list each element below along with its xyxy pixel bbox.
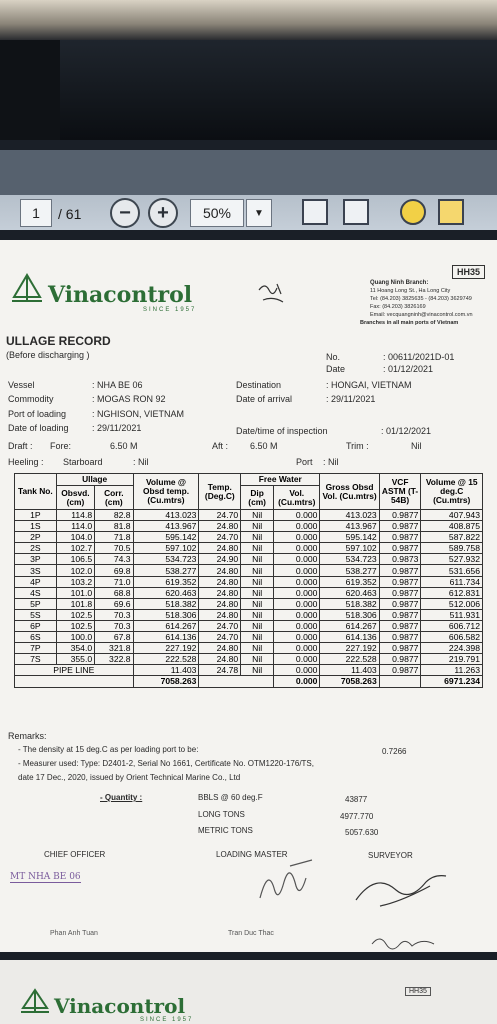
col-corr: Corr. (cm) xyxy=(95,486,133,510)
zoom-in-button[interactable] xyxy=(148,198,178,228)
long-tons-value: 4977.770 xyxy=(340,812,374,821)
loading-master-label: LOADING MASTER xyxy=(216,850,288,859)
vinacontrol-logo-icon-next xyxy=(20,988,50,1014)
table-cell: 24.80 xyxy=(199,598,241,609)
table-cell: 68.8 xyxy=(95,587,133,598)
zoom-out-button[interactable] xyxy=(110,198,140,228)
table-cell: 614.267 xyxy=(320,620,379,631)
table-row xyxy=(15,598,483,609)
table-cell: 0.000 xyxy=(274,554,320,565)
table-cell: 24.70 xyxy=(199,620,241,631)
chief-officer-label: CHIEF OFFICER xyxy=(44,850,106,859)
table-row xyxy=(15,654,483,665)
table-cell: 0.9877 xyxy=(379,598,421,609)
table-cell: 612.831 xyxy=(421,587,483,598)
table-cell: 0.9877 xyxy=(379,632,421,643)
doc-code: HH35 xyxy=(452,265,485,279)
table-cell: 0.9877 xyxy=(379,521,421,532)
table-cell: 512.006 xyxy=(421,598,483,609)
date-value: : 01/12/2021 xyxy=(383,364,434,374)
table-cell: 69.8 xyxy=(95,565,133,576)
date-label: Date xyxy=(326,364,346,374)
long-tons-label: LONG TONS xyxy=(198,810,245,819)
table-cell: 6S xyxy=(15,632,57,643)
table-cell: 70.3 xyxy=(95,620,133,631)
table-row xyxy=(15,632,483,643)
table-cell: Nil xyxy=(241,620,274,631)
table-cell: 24.80 xyxy=(199,521,241,532)
aft-value: 6.50 M xyxy=(250,441,278,451)
record-subtitle: (Before discharging ) xyxy=(6,350,90,360)
table-cell: 534.723 xyxy=(320,554,379,565)
table-cell: 227.192 xyxy=(133,643,199,654)
arrival-value: : 29/11/2021 xyxy=(326,394,376,404)
table-cell: 24.80 xyxy=(199,565,241,576)
vessel-label: Vessel xyxy=(8,380,35,390)
ship-stamp: MT NHA BE 06 xyxy=(10,872,81,882)
col-volume-obsd: Volume @ Obsd temp. (Cu.mtrs) xyxy=(133,474,199,510)
company-name: Vinacontrol xyxy=(48,282,193,308)
table-cell: PIPE LINE xyxy=(15,665,134,676)
table-cell: 413.023 xyxy=(320,510,379,521)
table-cell: Nil xyxy=(241,532,274,543)
table-cell: 103.2 xyxy=(56,576,94,587)
page-total: / 61 xyxy=(58,206,82,222)
table-cell: 5P xyxy=(15,598,57,609)
port-side-value: : Nil xyxy=(323,457,339,467)
table-cell: 606.712 xyxy=(421,620,483,631)
table-cell: 11.263 xyxy=(421,665,483,676)
table-cell: 0.000 xyxy=(274,676,320,687)
table-cell: 0.000 xyxy=(274,654,320,665)
table-cell: 0.000 xyxy=(274,510,320,521)
loading-master-name: Tran Duc Thac xyxy=(228,930,274,937)
aft-label: Aft : xyxy=(212,441,229,451)
table-cell: Nil xyxy=(241,554,274,565)
table-cell: 619.352 xyxy=(133,576,199,587)
table-cell: 114.8 xyxy=(56,510,94,521)
table-cell: 614.136 xyxy=(320,632,379,643)
col-free-water: Free Water xyxy=(241,474,320,486)
table-cell: 0.9877 xyxy=(379,643,421,654)
chief-officer-name: Phan Anh Tuan xyxy=(50,930,98,937)
table-cell: Nil xyxy=(241,643,274,654)
table-cell: Nil xyxy=(241,609,274,620)
table-cell: Nil xyxy=(241,654,274,665)
table-cell: 534.723 xyxy=(133,554,199,565)
table-cell: 606.582 xyxy=(421,632,483,643)
zoom-dropdown-button[interactable] xyxy=(246,199,272,227)
table-cell: 355.0 xyxy=(56,654,94,665)
table-cell: 7P xyxy=(15,643,57,654)
col-vol: Vol. (Cu.mtrs) xyxy=(274,486,320,510)
table-cell: 587.822 xyxy=(421,532,483,543)
table-cell: 70.3 xyxy=(95,609,133,620)
remarks-density-value: 0.7266 xyxy=(382,747,407,756)
table-cell: 11.403 xyxy=(133,665,199,676)
since-label-next: SINCE 1957 xyxy=(140,1017,194,1023)
fore-label: Fore: xyxy=(50,441,72,451)
table-cell: 222.528 xyxy=(133,654,199,665)
heeling-value: : Nil xyxy=(133,457,149,467)
table-cell: 0.000 xyxy=(274,576,320,587)
table-cell: 527.932 xyxy=(421,554,483,565)
table-cell: 0.000 xyxy=(274,543,320,554)
port-loading-label: Port of loading xyxy=(8,409,67,419)
bbls-label: BBLS @ 60 deg.F xyxy=(198,793,263,802)
table-cell: Nil xyxy=(241,598,274,609)
date-loading-value: : 29/11/2021 xyxy=(92,423,142,433)
table-cell: 102.5 xyxy=(56,609,94,620)
table-cell: 408.875 xyxy=(421,521,483,532)
table-cell: 595.142 xyxy=(320,532,379,543)
table-row xyxy=(15,587,483,598)
no-value: : 00611/2021D-01 xyxy=(383,352,455,362)
commodity-label: Commodity xyxy=(8,394,54,404)
table-cell: 0.000 xyxy=(274,620,320,631)
company-name-next: Vinacontrol xyxy=(54,994,186,1018)
table-cell: 0.9877 xyxy=(379,565,421,576)
table-cell: 0.000 xyxy=(274,565,320,576)
table-cell: 511.931 xyxy=(421,609,483,620)
table-cell: 82.8 xyxy=(95,510,133,521)
col-obsvd: Obsvd. (cm) xyxy=(56,486,94,510)
col-volume15: Volume @ 15 deg.C (Cu.mtrs) xyxy=(421,474,483,510)
col-ullage: Ullage xyxy=(56,474,133,486)
table-cell: 104.0 xyxy=(56,532,94,543)
remarks-date-line: date 17 Dec., 2020, issued by Orient Technical Marine Co., Ltd xyxy=(18,773,241,782)
table-cell: Nil xyxy=(241,521,274,532)
totals-row xyxy=(15,676,483,687)
arrival-label: Date of arrival xyxy=(236,394,293,404)
table-cell: 24.80 xyxy=(199,643,241,654)
table-cell: 24.80 xyxy=(199,543,241,554)
table-cell: 538.277 xyxy=(133,565,199,576)
doc-code-next: HH35 xyxy=(405,987,431,996)
table-cell: 24.80 xyxy=(199,576,241,587)
table-cell: 222.528 xyxy=(320,654,379,665)
table-cell: 81.8 xyxy=(95,521,133,532)
table-cell: 0.000 xyxy=(274,532,320,543)
heeling-side: Starboard xyxy=(63,457,103,467)
table-row xyxy=(15,543,483,554)
remarks-density-line: - The density at 15 deg.C as per loading port to be: xyxy=(18,745,199,754)
page-number-input[interactable]: 1 xyxy=(20,199,52,227)
table-cell: 71.0 xyxy=(95,576,133,587)
table-cell: 67.8 xyxy=(95,632,133,643)
table-cell: 114.0 xyxy=(56,521,94,532)
table-cell: 69.6 xyxy=(95,598,133,609)
date-loading-label: Date of loading xyxy=(8,423,69,433)
destination-label: Destination xyxy=(236,380,282,390)
table-cell: 0.9877 xyxy=(379,587,421,598)
table-cell: 3S xyxy=(15,565,57,576)
table-cell: 101.0 xyxy=(56,587,94,598)
ullage-table xyxy=(14,473,483,688)
fore-value: 6.50 M xyxy=(110,441,138,451)
table-cell: 614.267 xyxy=(133,620,199,631)
table-cell: 620.463 xyxy=(133,587,199,598)
table-cell: 6971.234 xyxy=(421,676,483,687)
table-cell: 0.9877 xyxy=(379,620,421,631)
table-row xyxy=(15,521,483,532)
table-cell: 219.791 xyxy=(421,654,483,665)
table-cell: 0.9877 xyxy=(379,609,421,620)
caret-down-icon: ▼ xyxy=(254,207,264,219)
table-row xyxy=(15,609,483,620)
surveyor-name-signature xyxy=(368,930,448,952)
table-row xyxy=(15,576,483,587)
metric-tons-label: METRIC TONS xyxy=(198,826,253,835)
table-cell: 538.277 xyxy=(320,565,379,576)
draft-label: Draft : xyxy=(8,441,33,451)
table-cell: 70.5 xyxy=(95,543,133,554)
table-row xyxy=(15,510,483,521)
table-cell: 0.9877 xyxy=(379,532,421,543)
table-cell: 74.3 xyxy=(95,554,133,565)
table-row xyxy=(15,565,483,576)
table-cell: Nil xyxy=(241,632,274,643)
table-cell: 413.967 xyxy=(133,521,199,532)
table-cell: 595.142 xyxy=(133,532,199,543)
table-cell: 7058.263 xyxy=(320,676,379,687)
table-cell: 0.9877 xyxy=(379,665,421,676)
fit-width-icon[interactable] xyxy=(343,199,369,225)
table-cell: 3P xyxy=(15,554,57,565)
table-cell: 24.80 xyxy=(199,587,241,598)
table-cell: Nil xyxy=(241,576,274,587)
table-cell: 102.5 xyxy=(56,620,94,631)
table-cell: 2P xyxy=(15,532,57,543)
table-cell: 101.8 xyxy=(56,598,94,609)
table-cell: 24.80 xyxy=(199,609,241,620)
monitor-bezel xyxy=(0,40,497,140)
table-cell xyxy=(379,676,421,687)
table-cell: 0.9877 xyxy=(379,576,421,587)
comment-icon[interactable] xyxy=(400,199,426,225)
table-cell: 24.70 xyxy=(199,510,241,521)
table-cell: 0.000 xyxy=(274,609,320,620)
table-cell: 597.102 xyxy=(320,543,379,554)
table-cell: 0.9873 xyxy=(379,554,421,565)
table-cell: 620.463 xyxy=(320,587,379,598)
table-cell: 0.000 xyxy=(274,521,320,532)
table-cell: 531.656 xyxy=(421,565,483,576)
table-cell: 0.9877 xyxy=(379,654,421,665)
table-row xyxy=(15,554,483,565)
bbls-value: 43877 xyxy=(345,795,368,804)
table-cell: 7058.263 xyxy=(133,676,199,687)
surveyor-signature xyxy=(350,870,450,910)
table-cell: 518.382 xyxy=(320,598,379,609)
table-cell: 5S xyxy=(15,609,57,620)
table-cell: 589.758 xyxy=(421,543,483,554)
table-cell: 24.78 xyxy=(199,665,241,676)
port-side-label: Port xyxy=(296,457,313,467)
table-cell: 1P xyxy=(15,510,57,521)
monitor-frame-top xyxy=(0,0,497,40)
table-cell: 227.192 xyxy=(320,643,379,654)
table-cell: 0.000 xyxy=(274,598,320,609)
vinacontrol-logo-icon xyxy=(10,273,44,303)
trim-value: Nil xyxy=(411,441,422,451)
table-cell: 597.102 xyxy=(133,543,199,554)
table-cell: 321.8 xyxy=(95,643,133,654)
table-cell: Nil xyxy=(241,543,274,554)
vessel-value: : NHA BE 06 xyxy=(92,380,143,390)
col-dip: Dip (cm) xyxy=(241,486,274,510)
table-cell: Nil xyxy=(241,587,274,598)
table-cell: 0.9877 xyxy=(379,543,421,554)
table-cell: 6P xyxy=(15,620,57,631)
col-vcf: VCF ASTM (T-54B) xyxy=(379,474,421,510)
minus-icon: − xyxy=(119,201,131,224)
table-cell: 102.7 xyxy=(56,543,94,554)
table-cell: 614.136 xyxy=(133,632,199,643)
table-cell: 24.70 xyxy=(199,532,241,543)
table-cell: 0.000 xyxy=(274,665,320,676)
table-cell: 102.0 xyxy=(56,565,94,576)
table-row xyxy=(15,620,483,631)
record-title: ULLAGE RECORD xyxy=(6,334,111,348)
destination-value: : HONGAI, VIETNAM xyxy=(326,380,412,390)
fit-page-icon[interactable] xyxy=(302,199,328,225)
table-cell: 518.306 xyxy=(133,609,199,620)
table-cell: 619.352 xyxy=(320,576,379,587)
col-temp: Temp. (Deg.C) xyxy=(199,474,241,510)
table-cell: 24.70 xyxy=(199,632,241,643)
table-cell: 413.023 xyxy=(133,510,199,521)
text-tool-icon[interactable] xyxy=(438,199,464,225)
table-row xyxy=(15,532,483,543)
table-cell: 0.000 xyxy=(274,632,320,643)
remarks-title: Remarks: xyxy=(8,731,47,741)
table-cell: Nil xyxy=(241,565,274,576)
no-label: No. xyxy=(326,352,341,362)
table-cell xyxy=(199,676,274,687)
port-loading-value: : NGHISON, VIETNAM xyxy=(92,409,185,419)
inspection-value: : 01/12/2021 xyxy=(381,426,432,436)
table-cell: 4P xyxy=(15,576,57,587)
col-tank: Tank No. xyxy=(15,474,57,510)
table-cell: 100.0 xyxy=(56,632,94,643)
handwritten-mark xyxy=(255,278,295,308)
surveyor-label: SURVEYOR xyxy=(368,851,413,860)
table-cell: 106.5 xyxy=(56,554,94,565)
heeling-label: Heeling : xyxy=(8,457,44,467)
table-cell: 24.80 xyxy=(199,654,241,665)
remarks-measurer-line: - Measurer used: Type: D2401-2, Serial No 1661, Certificate No. OTM1220-176/TS, xyxy=(18,759,314,768)
table-cell: 7S xyxy=(15,654,57,665)
table-cell: 0.9877 xyxy=(379,510,421,521)
table-row xyxy=(15,643,483,654)
table-cell xyxy=(15,676,134,687)
zoom-level-field[interactable]: 50% xyxy=(190,199,244,227)
loading-master-signature xyxy=(250,858,330,906)
table-cell: Nil xyxy=(241,510,274,521)
table-cell: 518.382 xyxy=(133,598,199,609)
table-cell: 24.90 xyxy=(199,554,241,565)
table-cell: 518.306 xyxy=(320,609,379,620)
table-cell: 4S xyxy=(15,587,57,598)
table-cell: 0.000 xyxy=(274,587,320,598)
pipe-line-row xyxy=(15,665,483,676)
table-cell: 354.0 xyxy=(56,643,94,654)
table-cell: 0.000 xyxy=(274,643,320,654)
metric-tons-value: 5057.630 xyxy=(345,828,379,837)
trim-label: Trim : xyxy=(346,441,369,451)
table-cell: Nil xyxy=(241,665,274,676)
table-cell: 413.967 xyxy=(320,521,379,532)
inspection-label: Date/time of inspection xyxy=(236,426,328,436)
table-cell: 611.734 xyxy=(421,576,483,587)
table-cell: 1S xyxy=(15,521,57,532)
table-cell: 71.8 xyxy=(95,532,133,543)
table-cell: 2S xyxy=(15,543,57,554)
col-gross: Gross Obsd Vol. (Cu.mtrs) xyxy=(320,474,379,510)
commodity-value: : MOGAS RON 92 xyxy=(92,394,166,404)
since-label: SINCE 1957 xyxy=(143,307,197,313)
table-cell: 407.943 xyxy=(421,510,483,521)
table-cell: 322.8 xyxy=(95,654,133,665)
plus-icon: + xyxy=(157,201,169,224)
table-cell: 224.398 xyxy=(421,643,483,654)
quantity-label: - Quantity : xyxy=(100,793,143,802)
table-cell: 11.403 xyxy=(320,665,379,676)
